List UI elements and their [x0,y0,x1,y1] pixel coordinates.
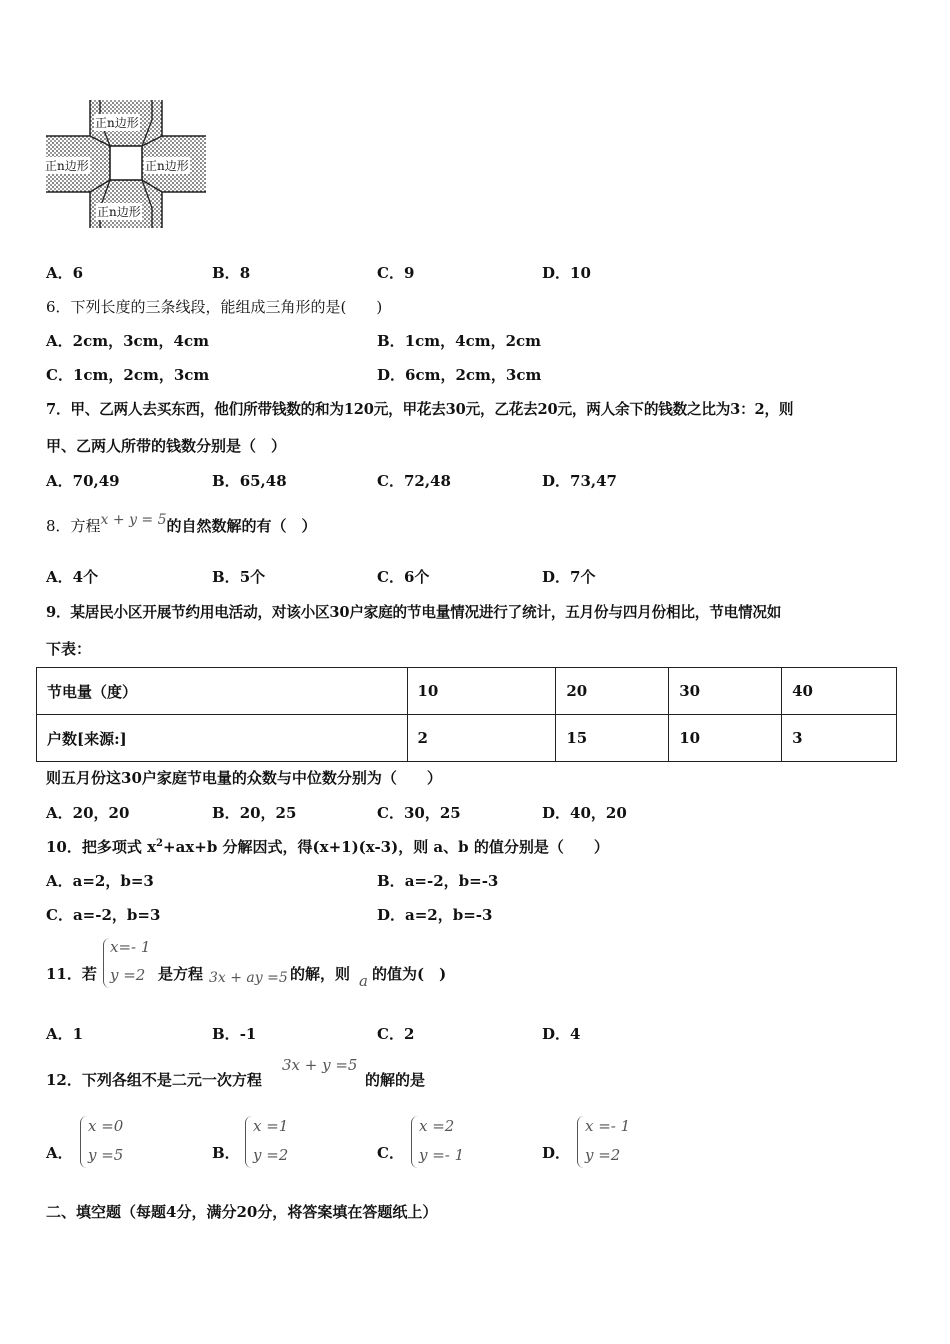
option-value: 1cm，4cm，2cm [404,332,542,350]
option-value: 7个 [570,568,596,586]
q8-prefix: 8．方程 [46,517,101,535]
q9-question: 则五月份这30户家庭节电量的众数与中位数分别为（ ） [46,769,442,787]
q11-equation: 3x + ay =5 [209,970,288,986]
q11-option-d[interactable] [542,1023,580,1044]
option-letter: B． [377,872,405,890]
q10-superscript: 2 [156,838,164,849]
q11-system-bottom: y =2 [110,966,146,984]
table-header-cell: 户数[来源:] [37,715,408,762]
option-letter: A． [46,332,73,350]
option-value: 6cm，2cm，3cm [405,366,542,384]
q12-option-d-brace [577,1116,584,1168]
option-value: 73,47 [570,472,617,490]
q12-option-c-bottom: y =- 1 [419,1146,465,1164]
q12-option-c-letter[interactable]: C． [377,1144,404,1162]
option-letter: B． [377,332,405,350]
option-value: 30，25 [403,804,461,822]
q12-prefix: 12．下列各组不是二元一次方程 [46,1071,262,1089]
q7-stem-line2: 甲、乙两人所带的钱数分别是（ ） [46,437,287,455]
table-cell: 3 [782,715,897,762]
option-letter: D． [377,906,406,924]
section-2-heading: 二、填空题（每题4分，满分20分，将答案填在答题纸上） [46,1203,438,1221]
option-letter: C． [377,472,404,490]
option-value: 65,48 [239,472,287,490]
q12-option-d-top: x =- 1 [585,1117,631,1135]
q10-option-c[interactable] [46,904,160,925]
option-value: 2 [403,1025,415,1043]
q11-option-b[interactable] [212,1023,256,1044]
q10-option-a[interactable] [46,870,154,891]
q6-option-c[interactable] [46,364,209,385]
q6-stem: 6．下列长度的三条线段，能组成三角形的是( ) [46,298,383,316]
q12-equation: 3x + y =5 [282,1056,358,1074]
q7-option-b[interactable] [212,470,287,491]
option-value: 8 [239,264,251,282]
q6-option-b[interactable] [377,330,541,351]
q9-option-b[interactable] [212,802,296,823]
q9-option-a[interactable] [46,802,129,823]
q12-option-d-letter[interactable]: D． [542,1144,571,1162]
q10-stem [46,836,609,857]
q7-stem-line1: 7．甲、乙两人去买东西，他们所带钱数的和为120元，甲花去30元，乙花去20元，两人余下的钱数之比为3：2，则 [46,401,794,418]
option-letter: D． [377,366,406,384]
option-letter: D． [542,472,571,490]
q8-option-a[interactable] [46,566,98,587]
q5-option-d[interactable] [542,262,591,283]
q8-option-d[interactable] [542,566,595,587]
q8-option-c[interactable] [377,566,429,587]
option-value: 6个 [403,568,430,586]
figure-label-left: 正n边形 [45,159,89,173]
q8-suffix: 的自然数解的有（ ） [166,517,317,535]
q11-option-a[interactable] [46,1023,83,1044]
option-value: 9 [403,264,415,282]
option-value: 6 [72,264,84,282]
q12-option-c-top: x =2 [419,1117,455,1135]
option-letter: B． [212,264,240,282]
q11-mid2: 的解，则 [290,965,351,983]
option-letter: A． [46,804,73,822]
option-letter: C． [377,1025,404,1043]
q12-option-b-bottom: y =2 [253,1146,289,1164]
option-value: 1 [72,1025,84,1043]
q12-option-a-bottom: y =5 [88,1146,124,1164]
table-row [37,668,897,715]
figure-label-right: 正n边形 [145,159,189,173]
q8-option-b[interactable] [212,566,265,587]
table-cell: 30 [669,668,782,715]
q8-equation: x + y = 5 [100,512,167,528]
q11-option-c[interactable] [377,1023,414,1044]
q6-option-d[interactable] [377,364,541,385]
option-value: 2cm，3cm，4cm [72,332,209,350]
q12-option-b-brace [245,1116,252,1168]
q12-option-b-top: x =1 [253,1117,289,1135]
option-value: 4个 [72,568,99,586]
q11-mid: 是方程 [158,965,204,983]
option-value: 70,49 [72,472,120,490]
option-value: 10 [570,264,591,282]
q10-option-b[interactable] [377,870,498,891]
option-value: a=-2，b=-3 [404,872,499,890]
q6-option-a[interactable] [46,330,209,351]
q7-option-c[interactable] [377,470,451,491]
option-letter: A． [46,264,73,282]
q7-option-d[interactable] [542,470,617,491]
option-value: a=2，b=-3 [405,906,493,924]
q9-stem-line2: 下表： [46,640,92,658]
option-letter: A． [46,568,73,586]
q12-option-b-letter[interactable]: B． [212,1144,240,1162]
table-cell: 20 [556,668,669,715]
table-cell: 2 [407,715,556,762]
option-value: -1 [239,1025,257,1043]
q11-prefix: 11．若 [46,965,97,983]
table-cell: 40 [782,668,897,715]
option-value: 20，20 [72,804,130,822]
option-letter: B． [212,472,240,490]
q12-suffix: 的解的是 [365,1071,426,1089]
q5-option-c[interactable] [377,262,414,283]
polygon-tiling-figure [44,98,212,230]
q10-suffix: +ax+b 分解因式，得(x+1)(x-3)，则 a、b 的值分别是（ ） [163,838,609,856]
table-row [37,715,897,762]
q9-option-c[interactable] [377,802,461,823]
q11-system-top: x=- 1 [110,938,151,956]
option-letter: A． [46,1025,73,1043]
q11-suffix: 的值为( ) [372,965,447,983]
option-letter: D． [542,1025,571,1043]
option-value: 40，20 [570,804,627,822]
table-cell: 10 [407,668,556,715]
q12-option-a-brace [80,1116,87,1168]
table-cell: 10 [669,715,782,762]
q11-variable: a [359,972,368,990]
q10-prefix: 10．把多项式 x [46,838,157,856]
option-letter: B． [212,1025,240,1043]
q5-option-b[interactable] [212,262,250,283]
option-letter: D． [542,568,571,586]
option-letter: D． [542,804,571,822]
option-letter: B． [212,804,240,822]
option-value: 1cm，2cm，3cm [72,366,210,384]
table-header-cell: 节电量（度） [37,668,408,715]
figure-label-top: 正n边形 [95,116,139,130]
table-cell: 15 [556,715,669,762]
figure-label-bottom: 正n边形 [97,205,141,219]
q9-stem-line1: 9．某居民小区开展节约用电活动，对该小区30户家庭的节电量情况进行了统计，五月份与四月份相比，节电情况如 [46,604,782,621]
option-letter: C． [46,906,73,924]
q12-option-a-letter[interactable]: A． [46,1144,73,1162]
option-letter: B． [212,568,240,586]
q5-option-a[interactable] [46,262,83,283]
option-letter: C． [377,804,404,822]
option-value: 4 [570,1025,581,1043]
q10-option-d[interactable] [377,904,492,925]
option-value: 20，25 [239,804,297,822]
option-letter: D． [542,264,571,282]
q8-stem [46,512,317,536]
option-letter: A． [46,872,73,890]
q11-system-brace [103,938,110,988]
option-value: 5个 [239,568,266,586]
q9-option-d[interactable] [542,802,627,823]
option-value: a=-2，b=3 [72,906,161,924]
q12-option-d-bottom: y =2 [585,1146,621,1164]
option-value: 72,48 [403,472,451,490]
option-letter: C． [46,366,73,384]
option-letter: C． [377,568,404,586]
q7-option-a[interactable] [46,470,120,491]
q12-option-c-brace [411,1116,418,1168]
q12-option-a-top: x =0 [88,1117,124,1135]
option-value: a=2，b=3 [72,872,154,890]
option-letter: C． [377,264,404,282]
option-letter: A． [46,472,73,490]
energy-saving-table [36,667,897,762]
